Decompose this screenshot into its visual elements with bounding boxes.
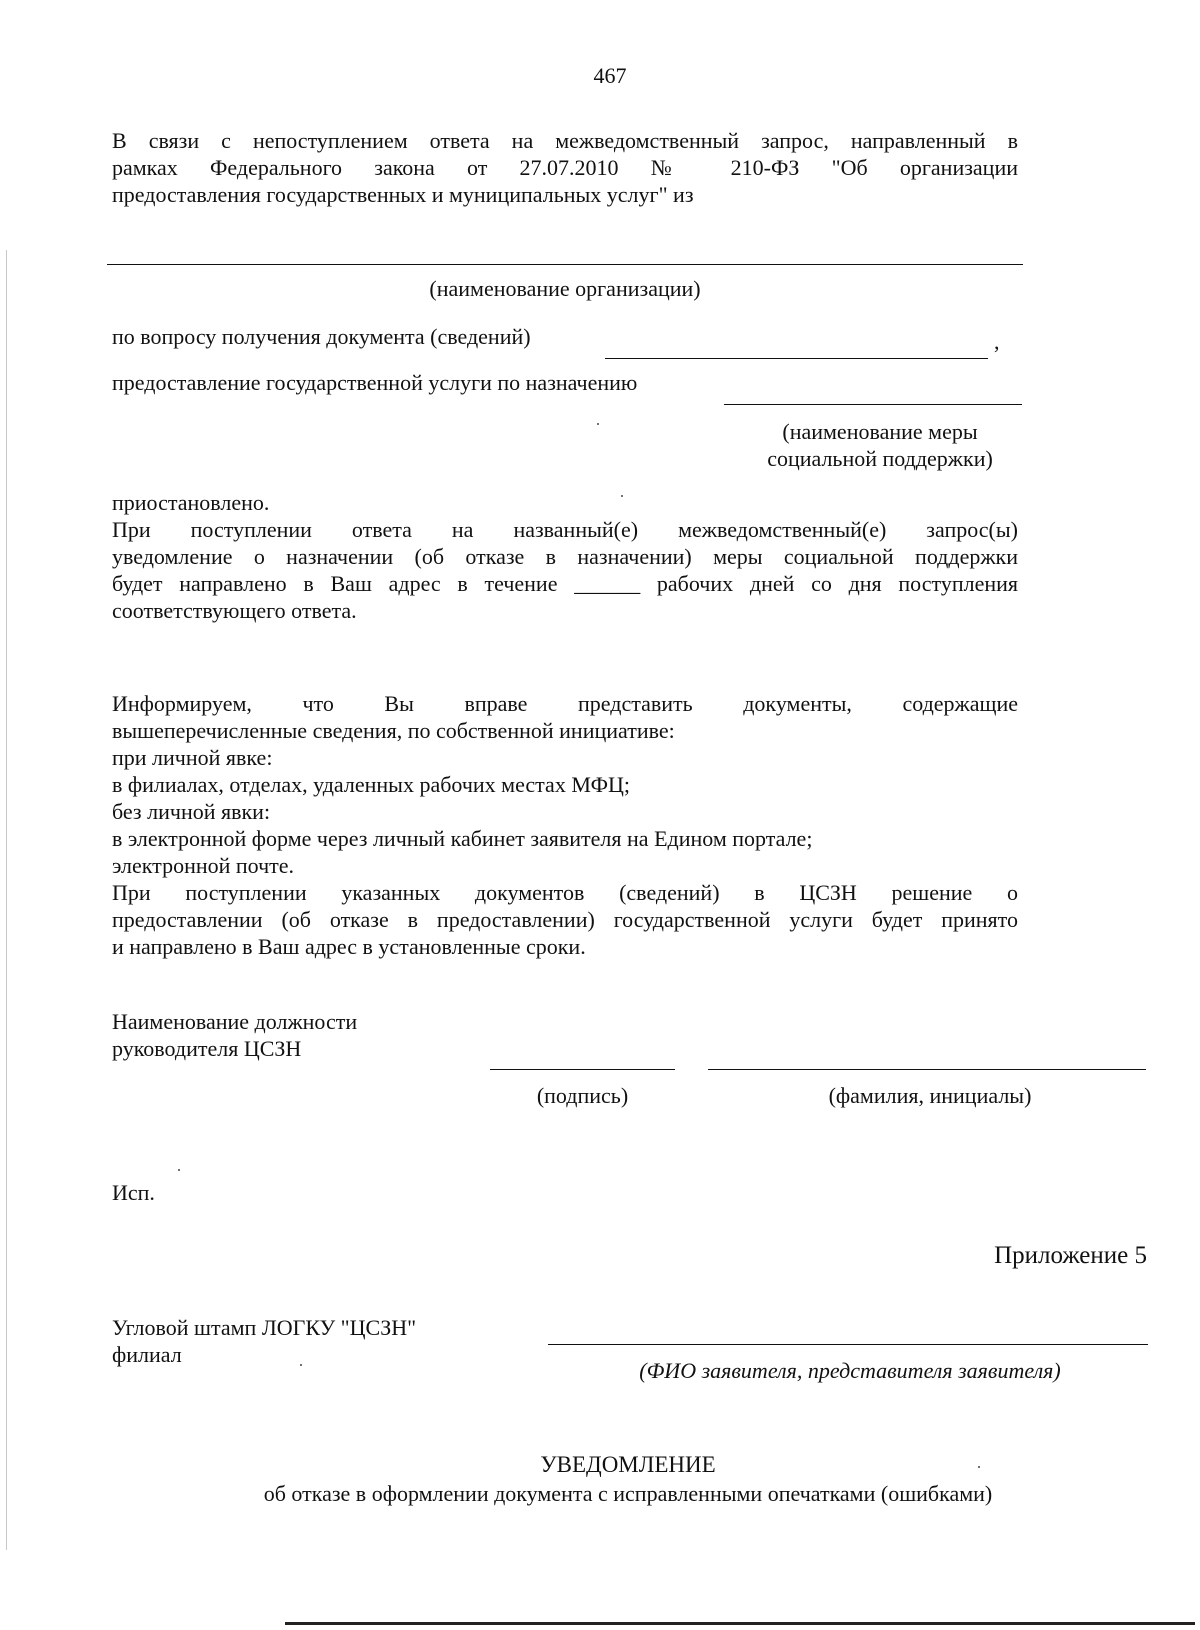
- measure-caption-line-2: социальной поддержки): [767, 446, 993, 471]
- position-line-1: Наименование должности: [112, 1009, 358, 1034]
- inform-line-4: в филиалах, отделах, удаленных рабочих местах МФЦ;: [112, 772, 630, 797]
- page-number: 467: [593, 63, 627, 88]
- comma: ,: [994, 329, 1000, 354]
- scan-left-edge: [6, 250, 7, 1550]
- applicant-caption: (ФИО заявителя, представителя заявителя): [639, 1358, 1061, 1383]
- inform-line-5: без личной явки:: [112, 799, 271, 824]
- measure-caption-line-1: (наименование меры: [782, 419, 978, 444]
- scan-speck: [300, 1364, 302, 1366]
- intro-paragraph: [112, 127, 1018, 208]
- scan-speck: [597, 423, 599, 425]
- suspended-line-1: приостановлено.: [112, 490, 270, 515]
- inform-line-3: при личной явке:: [112, 745, 273, 770]
- organization-caption: (наименование организации): [429, 276, 701, 301]
- applicant-fill-line: [548, 1344, 1148, 1345]
- appendix-label: Приложение 5: [994, 1242, 1147, 1269]
- suspended-line-5: соответствующего ответа.: [112, 598, 357, 623]
- document-fill-line: [605, 358, 988, 359]
- measure-caption: [740, 418, 1020, 472]
- name-caption: (фамилия, инициалы): [828, 1083, 1032, 1108]
- signature-caption: (подпись): [536, 1083, 629, 1108]
- intro-line-1: В связи с непоступлением ответа на межведомственный запрос, направленный в: [112, 128, 1018, 153]
- stamp-line-2: филиал: [112, 1342, 182, 1367]
- inform-line-1: Информируем, что Вы вправе представить документы, содержащие: [112, 691, 1018, 716]
- organization-fill-line: [107, 264, 1023, 265]
- service-label: предоставление государственной услуги по назначению: [112, 370, 638, 395]
- inform-paragraph: [112, 690, 1018, 960]
- scan-speck: [178, 1169, 180, 1171]
- executor-label: Исп.: [112, 1180, 155, 1205]
- notice-subtitle: об отказе в оформлении документа с исправленными опечатками (ошибками): [263, 1481, 993, 1506]
- position-line-2: руководителя ЦСЗН: [112, 1036, 302, 1061]
- inform-line-2: вышеперечисленные сведения, по собственной инициативе:: [112, 718, 675, 743]
- inform-line-10: и направлено в Ваш адрес в установленные сроки.: [112, 934, 586, 959]
- intro-line-3: предоставления государственных и муниципальных услуг" из: [112, 182, 694, 207]
- suspended-line-2: При поступлении ответа на названный(е) межведомственный(е) запрос(ы): [112, 517, 1018, 542]
- stamp-block: [112, 1314, 416, 1368]
- inform-line-6: в электронной форме через личный кабинет заявителя на Едином портале;: [112, 826, 813, 851]
- suspended-line-4: будет направлено в Ваш адрес в течение ______ рабочих дней со дня поступления: [112, 571, 1018, 596]
- suspended-paragraph: [112, 489, 1018, 624]
- measure-fill-line: [724, 404, 1022, 405]
- stamp-line-1: Угловой штамп ЛОГКУ "ЦСЗН": [112, 1315, 417, 1340]
- intro-line-2: рамках Федерального закона от 27.07.2010 № 210-ФЗ "Об организации: [112, 155, 1018, 180]
- notice-title: УВЕДОМЛЕНИЕ: [540, 1452, 716, 1477]
- name-fill-line: [708, 1069, 1146, 1070]
- document-question-label: по вопросу получения документа (сведений): [112, 324, 531, 349]
- scan-speck: [978, 1466, 980, 1468]
- suspended-line-3: уведомление о назначении (об отказе в назначении) меры социальной поддержки: [112, 544, 1018, 569]
- scan-bottom-edge: [285, 1622, 1195, 1625]
- inform-line-8: При поступлении указанных документов (сведений) в ЦСЗН решение о: [112, 880, 1018, 905]
- inform-line-7: электронной почте.: [112, 853, 295, 878]
- signature-fill-line: [490, 1069, 675, 1070]
- inform-line-9: предоставлении (об отказе в предоставлении) государственной услуги будет принято: [112, 907, 1018, 932]
- signature-position: [112, 1008, 357, 1062]
- scan-speck: [621, 495, 623, 497]
